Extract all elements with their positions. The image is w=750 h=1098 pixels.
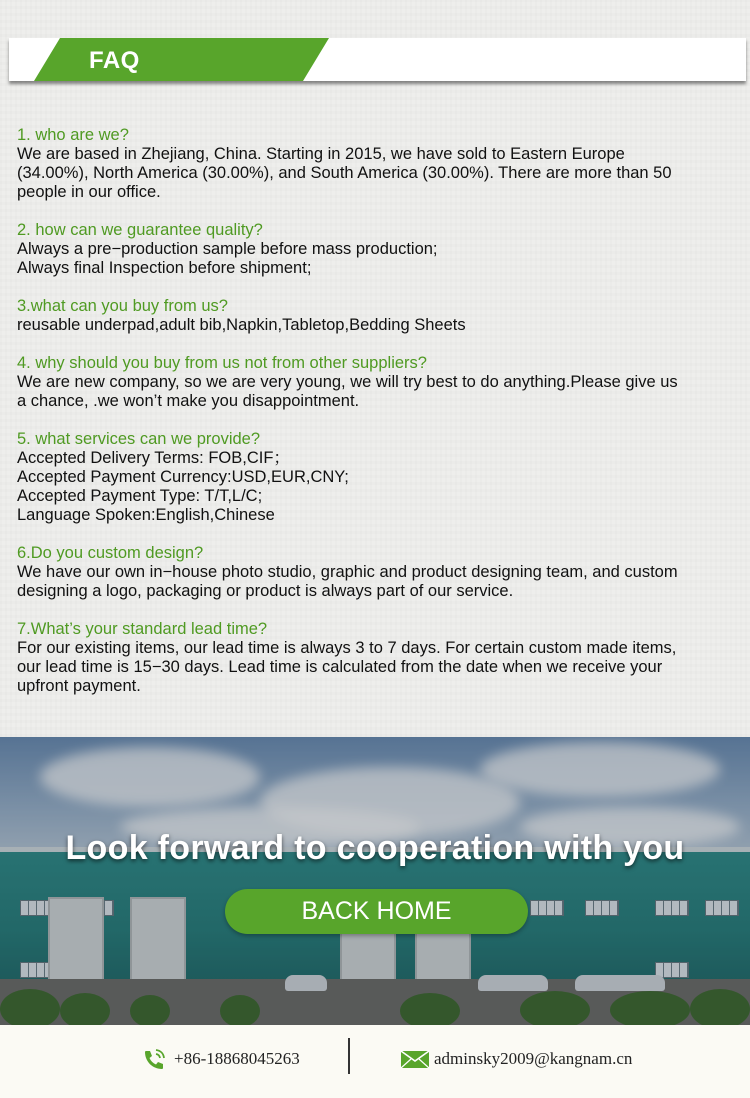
faq-answer-line: our lead time is 15−30 days. Lead time is calculated from the date when we receive your	[17, 658, 663, 676]
faq-answer-line: Always a pre−production sample before mass production;	[17, 240, 438, 258]
faq-item	[17, 620, 732, 696]
faq-item	[17, 544, 732, 601]
faq-answer-line: upfront payment.	[17, 677, 141, 695]
faq-answer-line: For our existing items, our lead time is always 3 to 7 days. For certain custom made items,	[17, 639, 677, 657]
faq-answer-line: designing a logo, packaging or product is always part of our service.	[17, 582, 514, 600]
contact-bar	[0, 1025, 750, 1098]
faq-title: FAQ	[89, 47, 140, 74]
faq-question: 1. who are we?	[17, 126, 129, 144]
faq-answer-line: Accepted Delivery Terms: FOB,CIF；	[17, 449, 290, 467]
faq-question: 4. why should you buy from us not from other suppliers?	[17, 354, 427, 372]
faq-answer-line: people in our office.	[17, 183, 161, 201]
phone-icon	[140, 1048, 168, 1070]
email-contact[interactable]	[400, 1025, 632, 1092]
faq-answer-line: Accepted Payment Currency:USD,EUR,CNY;	[17, 468, 349, 486]
faq-answer-line: Accepted Payment Type: T/T,L/C;	[17, 487, 263, 505]
faq-answer-line: Always final Inspection before shipment;	[17, 259, 312, 277]
email-address: adminsky2009@kangnam.cn	[434, 1048, 633, 1068]
faq-header-bar	[9, 38, 746, 81]
banner-title: Look forward to cooperation with you	[65, 829, 685, 867]
faq-answer-line: (34.00%), North America (30.00%), and South America (30.00%). There are more than 50	[17, 164, 672, 182]
faq-answer-line: We are based in Zhejiang, China. Starting in 2015, we have sold to Eastern Europe	[17, 145, 625, 163]
phone-number: +86-18868045263	[174, 1048, 300, 1068]
faq-header-tab	[34, 38, 329, 81]
faq-item	[17, 430, 732, 525]
faq-list	[17, 126, 732, 715]
faq-answer-line: reusable underpad,adult bib,Napkin,Tabletop,Bedding Sheets	[17, 316, 466, 334]
faq-answer-line: We have our own in−house photo studio, graphic and product designing team, and custom	[17, 563, 678, 581]
back-home-button[interactable]: BACK HOME	[225, 889, 528, 934]
faq-item	[17, 126, 732, 202]
faq-question: 7.What’s your standard lead time?	[17, 620, 268, 638]
faq-question: 6.Do you custom design?	[17, 544, 204, 562]
faq-item	[17, 221, 732, 278]
faq-answer-line: a chance, .we won’t make you disappointment.	[17, 392, 360, 410]
faq-question: 5. what services can we provide?	[17, 430, 261, 448]
contact-divider	[348, 1038, 350, 1074]
faq-item	[17, 354, 732, 411]
factory-banner	[0, 737, 750, 1025]
faq-answer-line: We are new company, so we are very young, we will try best to do anything.Please give us	[17, 373, 678, 391]
faq-item	[17, 297, 732, 335]
envelope-icon	[400, 1048, 428, 1070]
faq-question: 3.what can you buy from us?	[17, 297, 228, 315]
phone-contact[interactable]	[140, 1025, 300, 1092]
faq-answer-line: Language Spoken:English,Chinese	[17, 506, 275, 524]
faq-question: 2. how can we guarantee quality?	[17, 221, 263, 239]
